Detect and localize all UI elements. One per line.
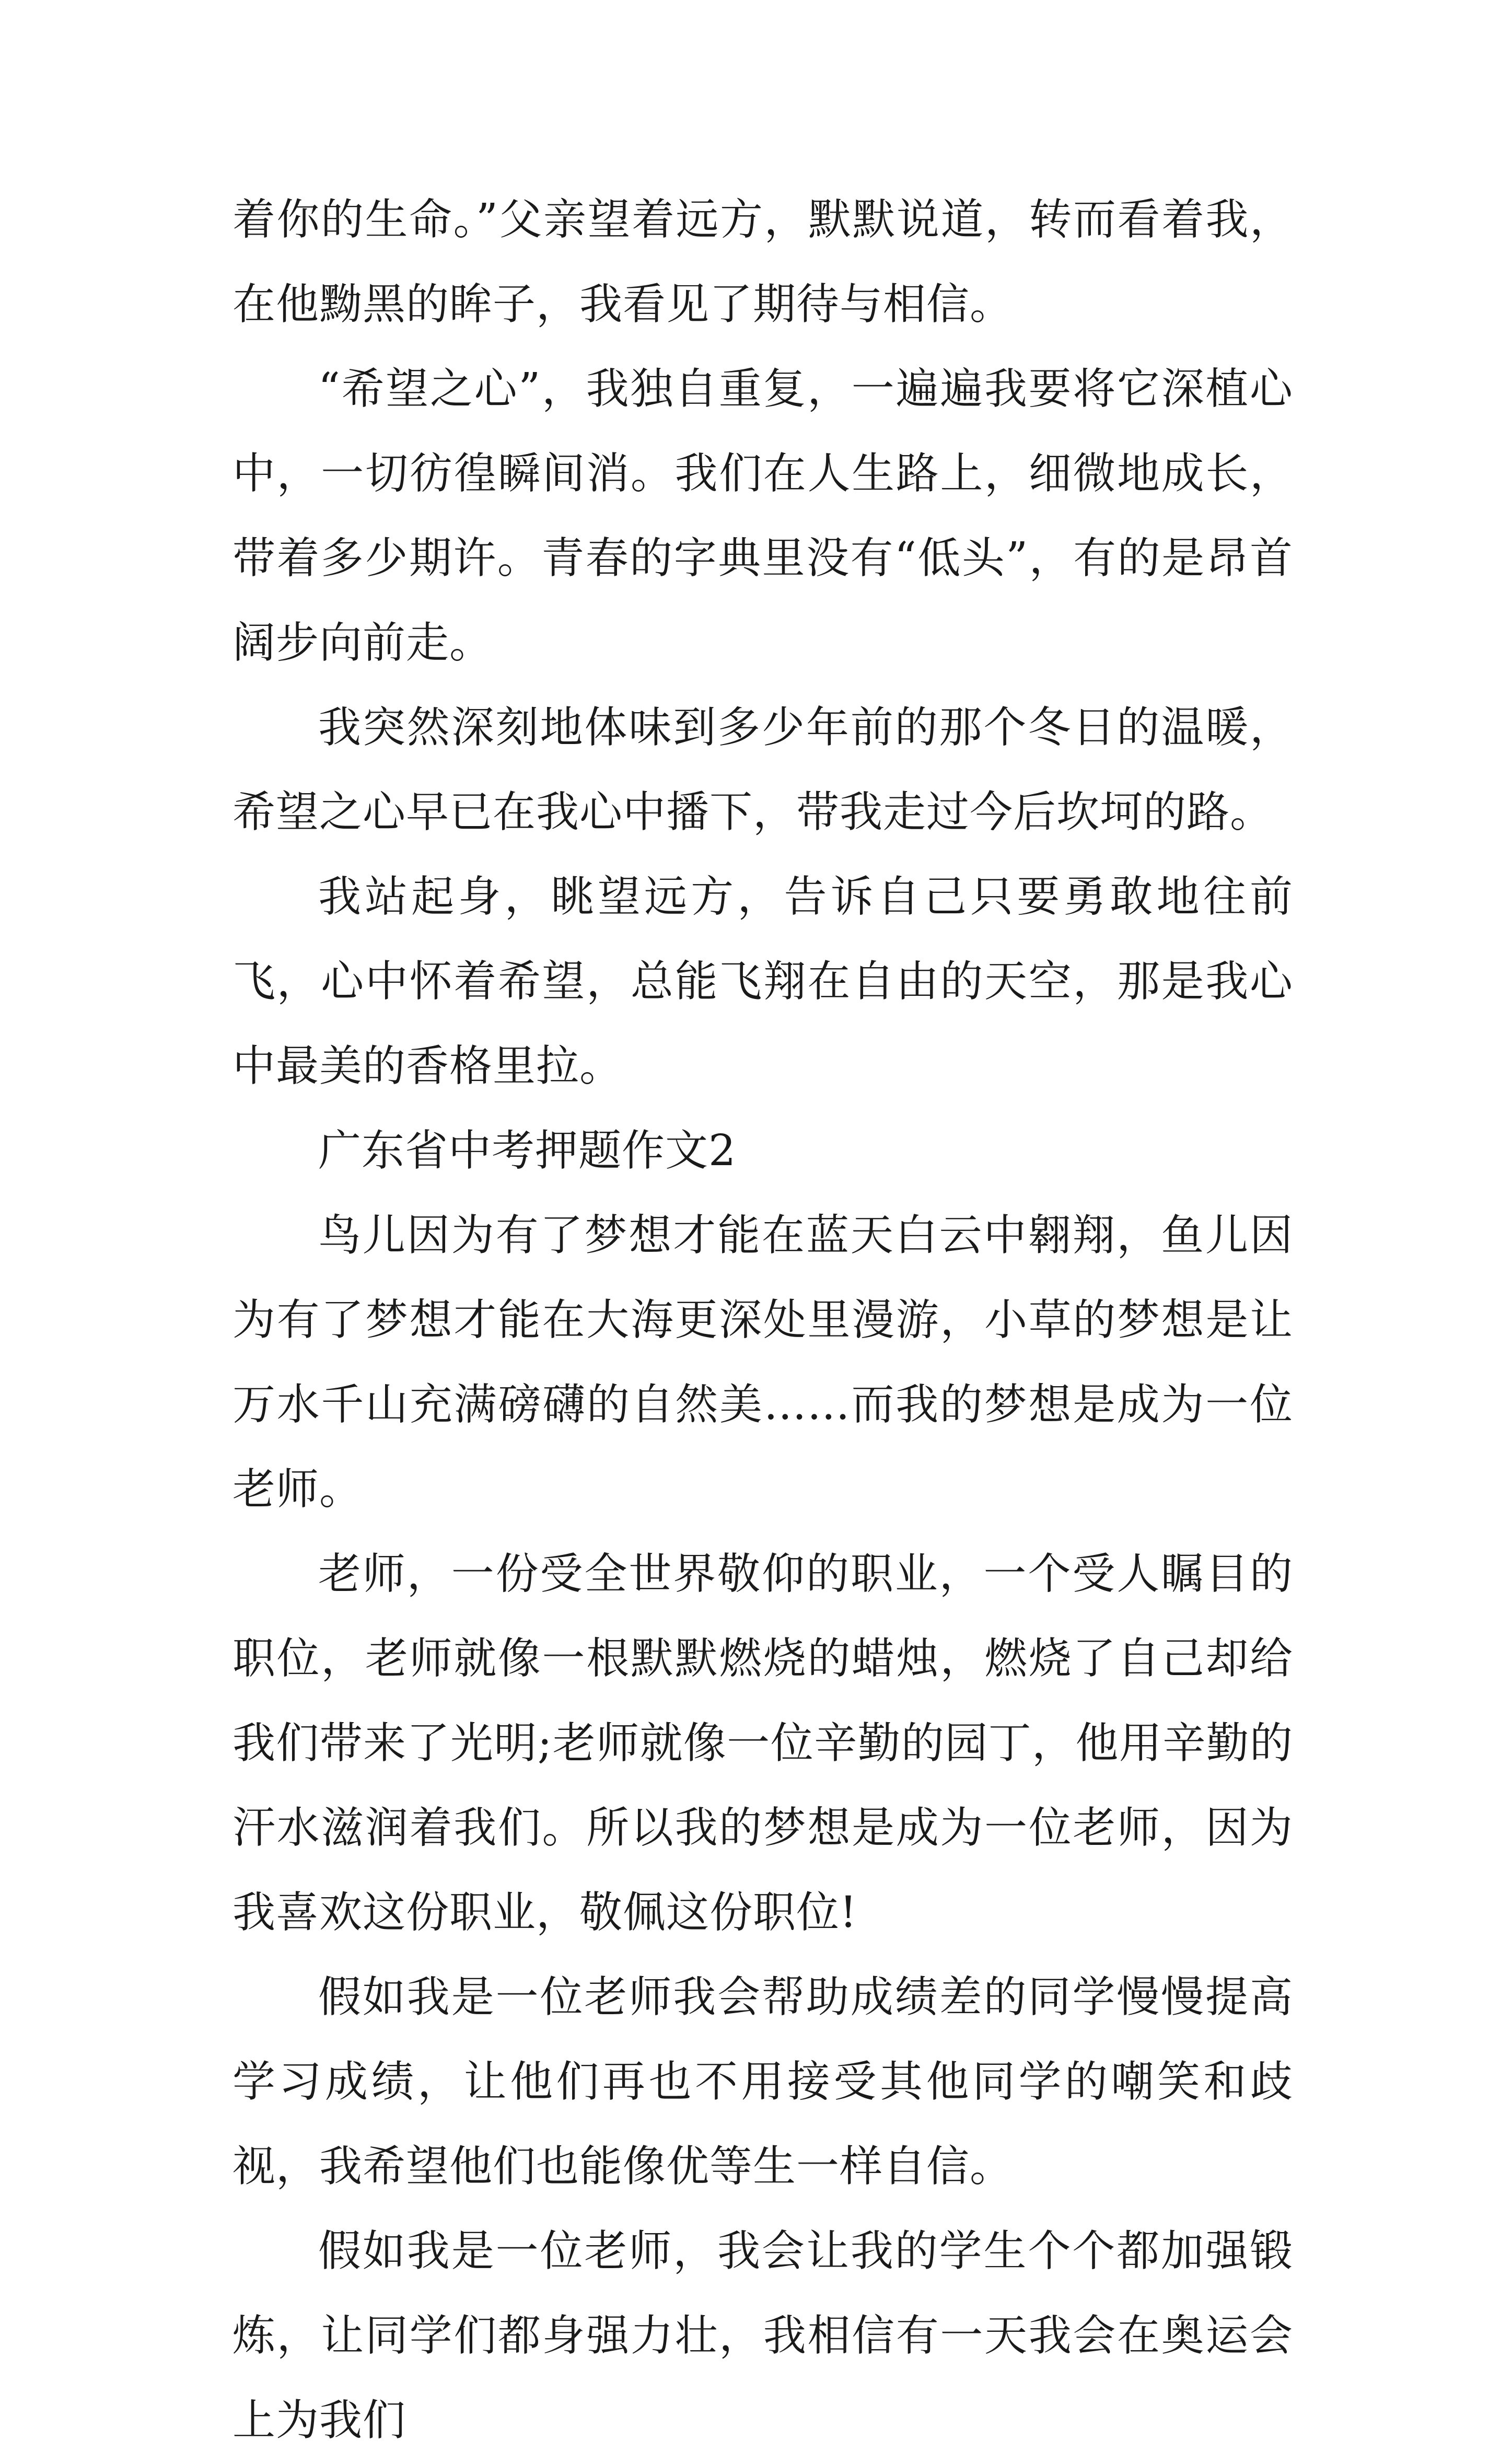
paragraph-hope-heart: “希望之心”，我独自重复，一遍遍我要将它深植心中，一切彷徨瞬间消。我们在人生路上，细微地成长，带着多少期许。青春的字典里没有“低头”，有的是昂首阔步向前走。 [232, 364, 1293, 668]
document-body [232, 178, 1293, 2463]
paragraph-help-students: 假如我是一位老师我会帮助成绩差的同学慢慢提高学习成绩，让他们再也不用接受其他同学的嘲笑和歧视，我希望他们也能像优等生一样自信。 [232, 1972, 1293, 2191]
paragraph-continuation: 着你的生命。”父亲望着远方，默默说道，转而看着我，在他黝黑的眸子，我看见了期待与相信。 [232, 195, 1293, 329]
section-title: 广东省中考押题作文2 [318, 1126, 737, 1176]
paragraph-teacher-profession: 老师，一份受全世界敬仰的职业，一个受人瞩目的职位，老师就像一根默默燃烧的蜡烛，燃烧了自己却给我们带来了光明;老师就像一位辛勤的园丁，他用辛勤的汗水滋润着我们。所以我的梦想是成为一位老师，因为我喜欢这份职业，敬佩这份职位! [232, 1549, 1293, 1937]
paragraph-dream-intro: 鸟儿因为有了梦想才能在蓝天白云中翱翔，鱼儿因为有了梦想才能在大海更深处里漫游，小草的梦想是让万水千山充满磅礴的自然美……而我的梦想是成为一位老师。 [232, 1211, 1293, 1514]
paragraph-shangri-la: 我站起身，眺望远方，告诉自己只要勇敢地往前飞，心中怀着希望，总能飞翔在自由的天空，那是我心中最美的香格里拉。 [232, 872, 1293, 1091]
paragraph-exercise: 假如我是一位老师，我会让我的学生个个都加强锻炼，让同学们都身强力壮，我相信有一天我会在奥运会上为我们 [232, 2226, 1293, 2445]
paragraph-winter-warmth: 我突然深刻地体味到多少年前的那个冬日的温暖，希望之心早已在我心中播下，带我走过今后坎坷的路。 [232, 703, 1293, 837]
